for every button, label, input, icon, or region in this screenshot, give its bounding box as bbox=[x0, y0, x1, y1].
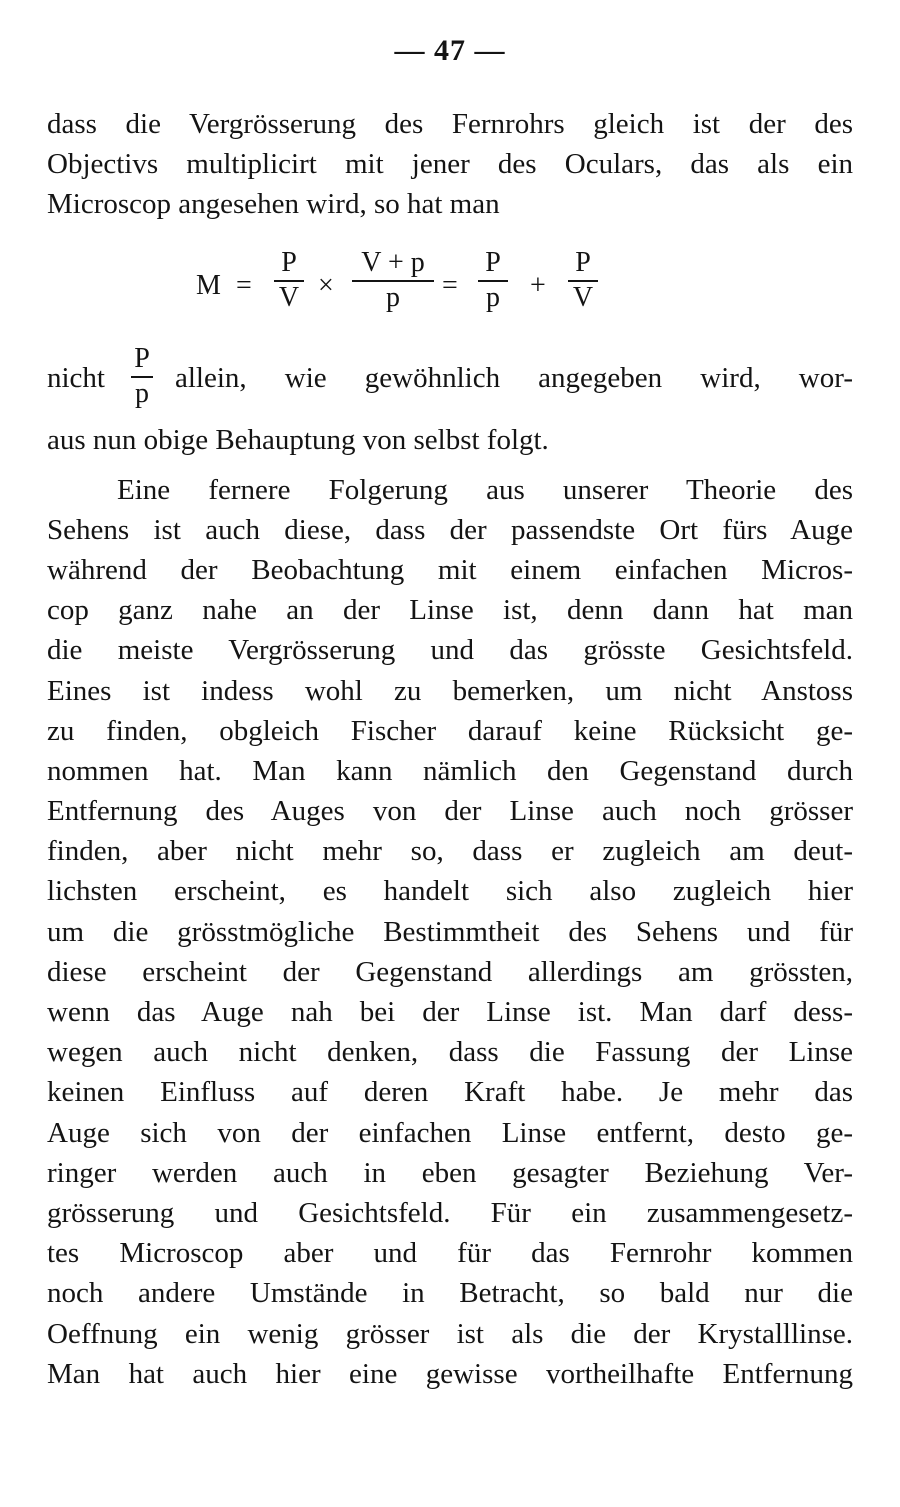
text-line: Auge sich von der einfachen Linse entfernt, desto ge- bbox=[47, 1117, 853, 1149]
text-line: cop ganz nahe an der Linse ist, denn dann hat man bbox=[47, 594, 853, 626]
text-line: grösserung und Gesichtsfeld. Für ein zusammengesetz- bbox=[47, 1197, 853, 1229]
text-line: ringer werden auch in eben gesagter Beziehung Ver- bbox=[47, 1157, 853, 1189]
text-line: nommen hat. Man kann nämlich den Gegenstand durch bbox=[47, 755, 853, 787]
text-line: aus nun obige Behauptung von selbst folgt. bbox=[47, 424, 549, 456]
formula-times: × bbox=[318, 270, 334, 301]
text-line: Man hat auch hier eine gewisse vortheilhafte Entfernung bbox=[47, 1358, 853, 1390]
text-line: wenn das Auge nah bei der Linse ist. Man darf dess- bbox=[47, 996, 853, 1028]
text-line: zu finden, obgleich Fischer darauf keine Rücksicht ge- bbox=[47, 715, 853, 747]
text-line: während der Beobachtung mit einem einfachen Micros- bbox=[47, 554, 853, 586]
text-line: die meiste Vergrösserung und das grösste Gesichtsfeld. bbox=[47, 634, 853, 666]
fraction-denominator: p bbox=[386, 282, 400, 313]
nicht-word: nicht bbox=[47, 362, 105, 394]
fraction-numerator: V + p bbox=[361, 247, 425, 278]
fraction-denominator: V bbox=[572, 282, 594, 313]
text-line: lichsten erscheint, es handelt sich also zugleich hier bbox=[47, 875, 853, 907]
text-line: Microscop angesehen wird, so hat man bbox=[47, 188, 500, 220]
text-line: wegen auch nicht denken, dass die Fassung der Linse bbox=[47, 1036, 853, 1068]
fraction-denominator: V bbox=[278, 282, 300, 313]
formula-plus: + bbox=[530, 270, 546, 301]
text-line: Oeffnung ein wenig grösser ist als die der Krystalllinse. bbox=[47, 1318, 853, 1350]
text-line: um die grösstmögliche Bestimmtheit des Sehens und für bbox=[47, 916, 853, 948]
fraction-p-over-p-inline bbox=[131, 344, 153, 409]
nicht-line bbox=[47, 344, 853, 424]
text-line: finden, aber nicht mehr so, dass er zugleich am deut- bbox=[47, 835, 853, 867]
text-line: Sehens ist auch diese, dass der passendste Ort fürs Auge bbox=[47, 514, 853, 546]
text-line: tes Microscop aber und für das Fernrohr kommen bbox=[47, 1237, 853, 1269]
text-line: dass die Vergrösserung des Fernrohrs gleich ist der des bbox=[47, 108, 853, 140]
fraction-v-plus-p-over-p bbox=[352, 248, 434, 313]
nicht-line-rest: allein, wie gewöhnlich angegeben wird, wor- bbox=[175, 362, 853, 394]
text-line: Eine fernere Folgerung aus unserer Theorie des bbox=[117, 474, 853, 506]
text-line: Entfernung des Auges von der Linse auch noch grösser bbox=[47, 795, 853, 827]
fraction-numerator: P bbox=[575, 247, 591, 278]
formula-equals: = bbox=[442, 270, 458, 301]
formula-lhs: M bbox=[196, 270, 221, 301]
text-line: diese erscheint der Gegenstand allerdings am grössten, bbox=[47, 956, 853, 988]
fraction-p-over-p bbox=[478, 248, 508, 313]
formula-equals: = bbox=[236, 270, 252, 301]
text-line: Objectivs multiplicirt mit jener des Oculars, das als ein bbox=[47, 148, 853, 180]
fraction-denominator: p bbox=[486, 282, 500, 313]
fraction-numerator: P bbox=[485, 247, 501, 278]
text-line: keinen Einfluss auf deren Kraft habe. Je mehr das bbox=[47, 1076, 853, 1108]
text-line: Eines ist indess wohl zu bemerken, um nicht Anstoss bbox=[47, 675, 853, 707]
fraction-numerator: P bbox=[281, 247, 297, 278]
text-line: noch andere Umstände in Betracht, so bald nur die bbox=[47, 1277, 853, 1309]
fraction-numerator: P bbox=[134, 343, 150, 374]
page-number: — 47 — bbox=[394, 34, 506, 67]
fraction-p-over-v bbox=[274, 248, 304, 313]
fraction-denominator: p bbox=[135, 378, 149, 409]
fraction-p-over-v bbox=[568, 248, 598, 313]
